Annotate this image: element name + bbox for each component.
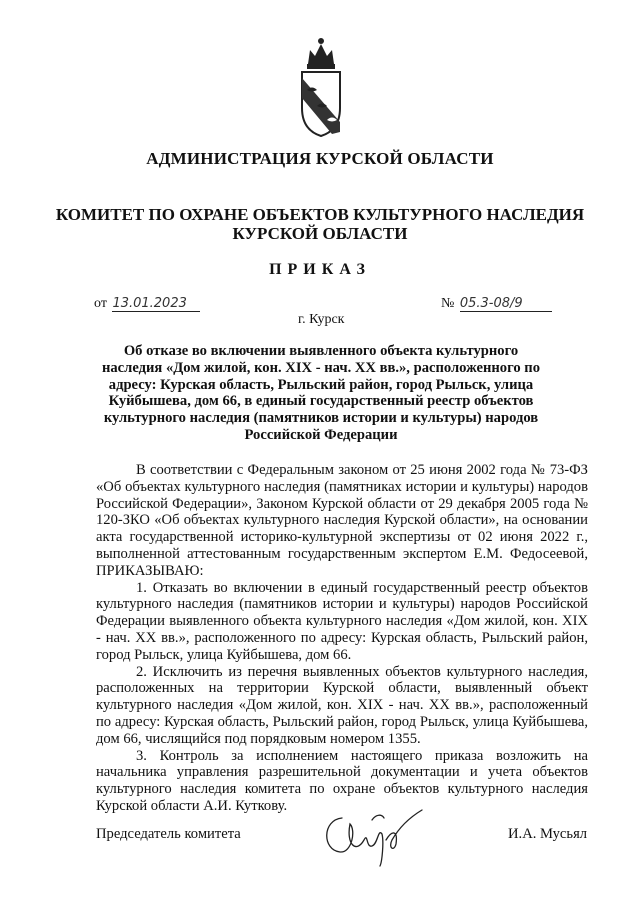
signatory-position: Председатель комитета xyxy=(96,826,241,842)
order-preamble: В соответствии с Федеральным законом от 25 июня 2002 года № 73-ФЗ «Об объектах культурного наследия (памятниках истории и культуры) народов Российской Федерации», Законом Курской области от 29 декабря 2005 года № 120-ЗКО «Об объектах культурного наследия Курской области», на основании акта государственной историко-культурной экспертизы от 02 июня 2022 г., выполненной аттестованным государственным экспертом Е.М. Федосеевой, ПРИКАЗЫВАЮ: xyxy=(96,462,588,579)
signatory-name: И.А. Мусьял xyxy=(508,826,588,842)
document-type-title: ПРИКАЗ xyxy=(269,261,371,278)
administration-heading: АДМИНИСТРАЦИЯ КУРСКОЙ ОБЛАСТИ xyxy=(146,149,494,168)
date-prefix: от xyxy=(94,296,107,311)
order-item-2: 2. Исключить из перечня выявленных объектов культурного наследия, расположенных на территории Курской области, выявленный объект культурного наследия «Дом жилой, кон. XIX - нач. XX вв.», расположенный по адресу: Курская область, Рыльский район, город Рыльск, улица Куйбышева, дом 66, числящийся под порядковым номером 1355. xyxy=(96,663,588,747)
city-label: г. Курск xyxy=(298,312,345,327)
order-item-1: 1. Отказать во включении в единый государственный реестр объектов культурного наследия (памятников истории и культуры) народов Российской Федерации выявленного объекта культурного наследия «Дом жилой, кон. XIX - нач. XX вв.», расположенного по адресу: Курская область, Рыльский район, город Рыльск, улица Куйбышева, дом 66. xyxy=(96,579,588,663)
committee-heading-line1: КОМИТЕТ ПО ОХРАНЕ ОБЪЕКТОВ КУЛЬТУРНОГО НАСЛЕДИЯ xyxy=(55,205,585,224)
order-subject: Об отказе во включении выявленного объекта культурного наследия «Дом жилой, кон. XIX - нач. XX вв.», расположенного по адресу: Курская область, Рыльский район, город Рыльск, улица Куйбышева, дом 66, в единый государственный реестр объектов культурного наследия (памятников истории и культуры) народов Российской Федерации xyxy=(101,343,541,443)
coat-of-arms-emblem xyxy=(298,34,344,138)
order-body xyxy=(96,462,588,815)
document-date xyxy=(94,296,200,312)
order-item-3: 3. Контроль за исполнением настоящего приказа возложить на начальника управления разрешительной документации и учета объектов культурного наследия комитета по охране объектов культурного наследия Курской области А.И. Куткову. xyxy=(96,747,588,814)
number-prefix: № xyxy=(441,296,455,311)
committee-heading-line2: КУРСКОЙ ОБЛАСТИ xyxy=(232,224,408,243)
handwritten-signature xyxy=(312,800,442,870)
date-value: 13.01.2023 xyxy=(112,297,200,312)
number-value: 05.3-08/9 xyxy=(460,297,552,312)
committee-heading xyxy=(0,205,640,243)
document-number xyxy=(441,296,552,312)
